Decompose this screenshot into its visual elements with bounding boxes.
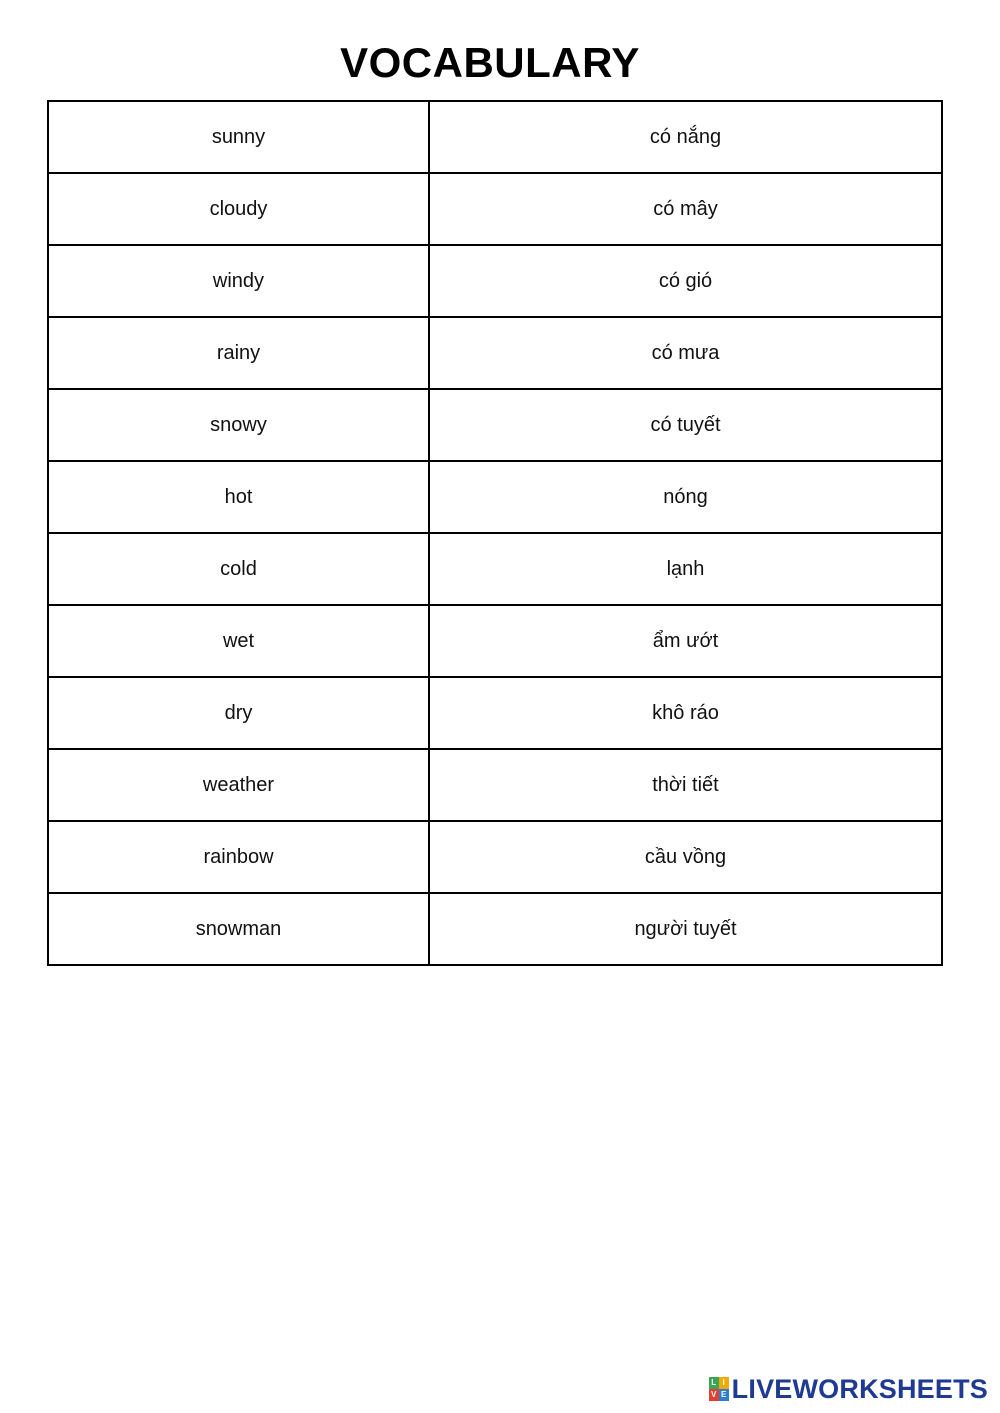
- table-row: [48, 245, 942, 317]
- table-row: [48, 461, 942, 533]
- logo-tile: I: [719, 1377, 729, 1389]
- english-word: cold: [48, 533, 429, 605]
- table-row: [48, 677, 942, 749]
- english-word: rainy: [48, 317, 429, 389]
- english-word: windy: [48, 245, 429, 317]
- table-row: [48, 173, 942, 245]
- vietnamese-meaning: người tuyết: [429, 893, 942, 965]
- english-word: sunny: [48, 101, 429, 173]
- table-row: [48, 101, 942, 173]
- logo-tile: E: [719, 1389, 729, 1401]
- vietnamese-meaning: thời tiết: [429, 749, 942, 821]
- table-row: [48, 893, 942, 965]
- vocabulary-table-body: [48, 101, 942, 965]
- vietnamese-meaning: khô ráo: [429, 677, 942, 749]
- vietnamese-meaning: cầu vồng: [429, 821, 942, 893]
- vietnamese-meaning: có gió: [429, 245, 942, 317]
- vocabulary-table: [47, 100, 943, 966]
- logo-tile: V: [709, 1389, 719, 1401]
- liveworksheets-logo-icon: [709, 1377, 729, 1401]
- english-word: snowy: [48, 389, 429, 461]
- table-row: [48, 533, 942, 605]
- english-word: hot: [48, 461, 429, 533]
- vietnamese-meaning: có nắng: [429, 101, 942, 173]
- vietnamese-meaning: có tuyết: [429, 389, 942, 461]
- vietnamese-meaning: lạnh: [429, 533, 942, 605]
- english-word: cloudy: [48, 173, 429, 245]
- table-row: [48, 749, 942, 821]
- vietnamese-meaning: có mây: [429, 173, 942, 245]
- brand-name: LIVEWORKSHEETS: [731, 1374, 988, 1404]
- vietnamese-meaning: nóng: [429, 461, 942, 533]
- table-row: [48, 605, 942, 677]
- table-row: [48, 317, 942, 389]
- liveworksheets-brand[interactable]: [709, 1372, 988, 1406]
- table-row: [48, 821, 942, 893]
- vietnamese-meaning: ẩm ướt: [429, 605, 942, 677]
- table-row: [48, 389, 942, 461]
- english-word: weather: [48, 749, 429, 821]
- vietnamese-meaning: có mưa: [429, 317, 942, 389]
- page-title: VOCABULARY: [340, 39, 640, 86]
- english-word: snowman: [48, 893, 429, 965]
- english-word: wet: [48, 605, 429, 677]
- english-word: rainbow: [48, 821, 429, 893]
- logo-tile: L: [709, 1377, 719, 1389]
- english-word: dry: [48, 677, 429, 749]
